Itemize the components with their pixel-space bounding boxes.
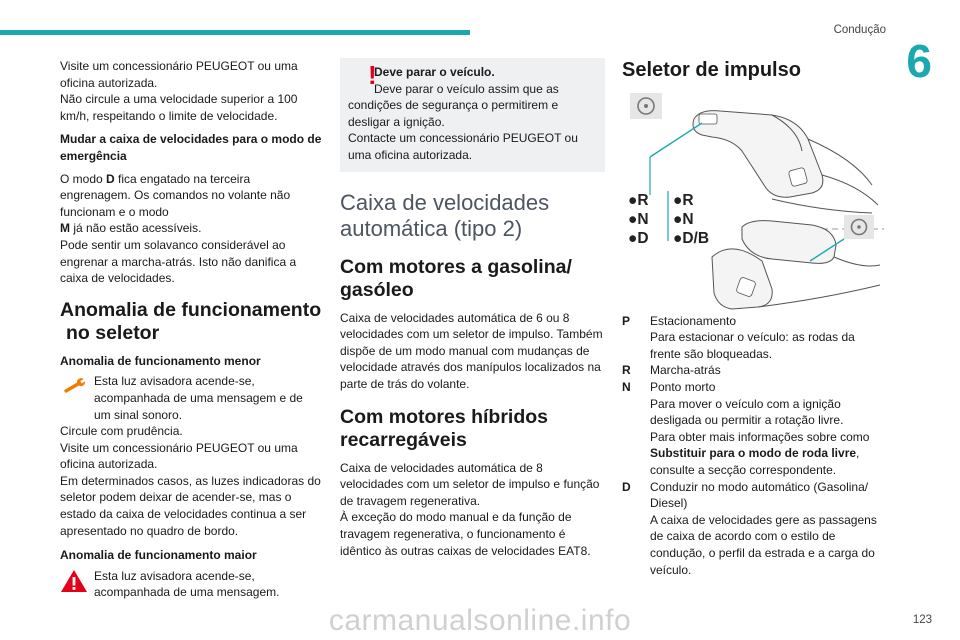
chapter-number: 6 [906, 35, 932, 87]
wrench-icon [60, 373, 88, 399]
column-left [60, 58, 322, 601]
paragraph: Circule com prudência. [60, 424, 183, 439]
paragraph: Em determinados casos, as luzes indicadoras do seletor podem deixar de acender-se, mas o estado da caixa de velocidades continua a ser apresentado no quadro de bordo. [60, 473, 321, 538]
gear-labels-left: ●R ●N ●D [628, 191, 649, 247]
paragraph: Não circule a uma velocidade superior a 100 km/h, respeitando o limite de velocidade. [60, 92, 298, 123]
paragraph: Visite um concessionário PEUGEOT ou uma oficina autorizada. [60, 440, 298, 472]
fault-heading: Anomalia de funcionamento no seletor [60, 298, 322, 344]
column-right [622, 58, 884, 578]
gear-definition-d: D Conduzir no modo automático (Gasolina/ Diesel) A caixa de velocidades gere as passagens de caixa de acordo com o estilo de condução, o perfil da estrada e a carga do veículo. [622, 479, 877, 577]
petrol-heading: Com motores a gasolina/ gasóleo [340, 255, 572, 301]
watermark: carmanualsonline.info [328, 604, 632, 637]
gear-definition-list [622, 313, 884, 579]
gear-labels-right: ●R ●N ●D/B [673, 191, 710, 247]
stop-warning-box [340, 58, 605, 172]
paragraph: À exceção do modo manual e da função de travagem regenerativa, o funcionamento é idêntico às outras caixas de velocidades EAT8. [340, 510, 591, 558]
impulse-selector-illustration [622, 89, 884, 311]
warning-text: Deve parar o veículo assim que as condições de segurança o permitirem e desligar a ignição. [348, 81, 559, 129]
minor-fault-heading: Anomalia de funcionamento menor [60, 353, 261, 368]
selector-title: Seletor de impulso [622, 59, 801, 81]
warning-triangle-icon [60, 568, 88, 594]
hybrid-heading: Com motores híbridos recarregáveis [340, 405, 549, 451]
paragraph: Caixa de velocidades automática de 6 ou 8 velocidades com um seletor de impulso. Também dispõe de um modo manual com mudanças de velocidade através dos manípulos localizados na parte de trás do volante. [340, 310, 603, 391]
warning-title: Deve parar o veículo. [374, 65, 495, 79]
paragraph: Visite um concessionário PEUGEOT ou uma oficina autorizada. [60, 59, 298, 90]
mode-d: D [106, 171, 115, 186]
gearbox-title: Caixa de velocidades automática (tipo 2) [340, 189, 550, 241]
emergency-paragraph: O modo D fica engatado na terceira engrenagem. Os comandos no volante não funcionam e o modo M já não estão acessíveis. [60, 171, 291, 236]
freewheel-reference: Para obter mais informações sobre como Substituir para o modo de roda livre, consulte a secção correspondente. [650, 429, 870, 477]
column-middle [340, 58, 605, 559]
gear-definition-n: N Ponto morto Para mover o veículo com a ignição desligada ou permitir a rotação livre. Para obter mais informações sobre como Substituir para o modo de roda livre, consulte a secção correspondente. [622, 379, 884, 479]
gear-definition-r: R Marcha-atrás [622, 363, 721, 378]
exclamation-icon: ! [368, 60, 377, 90]
emergency-heading: Mudar a caixa de velocidades para o modo de emergência [60, 132, 322, 163]
page-number: 123 [912, 614, 932, 626]
mode-m: M [60, 221, 70, 236]
section-title: Condução [833, 24, 886, 36]
header-accent-bar [0, 30, 470, 35]
warning-text: Contacte um concessionário PEUGEOT ou uma oficina autorizada. [348, 131, 578, 162]
gear-definition-p: P Estacionamento Para estacionar o veículo: as rodas da frente são bloqueadas. [622, 313, 855, 361]
major-warning-row: Esta luz avisadora acende-se, acompanhada de uma mensagem. [60, 568, 322, 601]
paragraph: Caixa de velocidades automática de 8 velocidades com um seletor de impulso e função de travagem regenerativa. [340, 460, 600, 508]
paragraph: Pode sentir um solavanco considerável ao engrenar a marcha-atrás. Isto não danifica a caixa de velocidades. [60, 237, 297, 286]
major-fault-heading: Anomalia de funcionamento maior [60, 548, 257, 563]
minor-warning-row: Esta luz avisadora acende-se, acompanhada de uma mensagem e de um sinal sonoro. [60, 373, 322, 423]
